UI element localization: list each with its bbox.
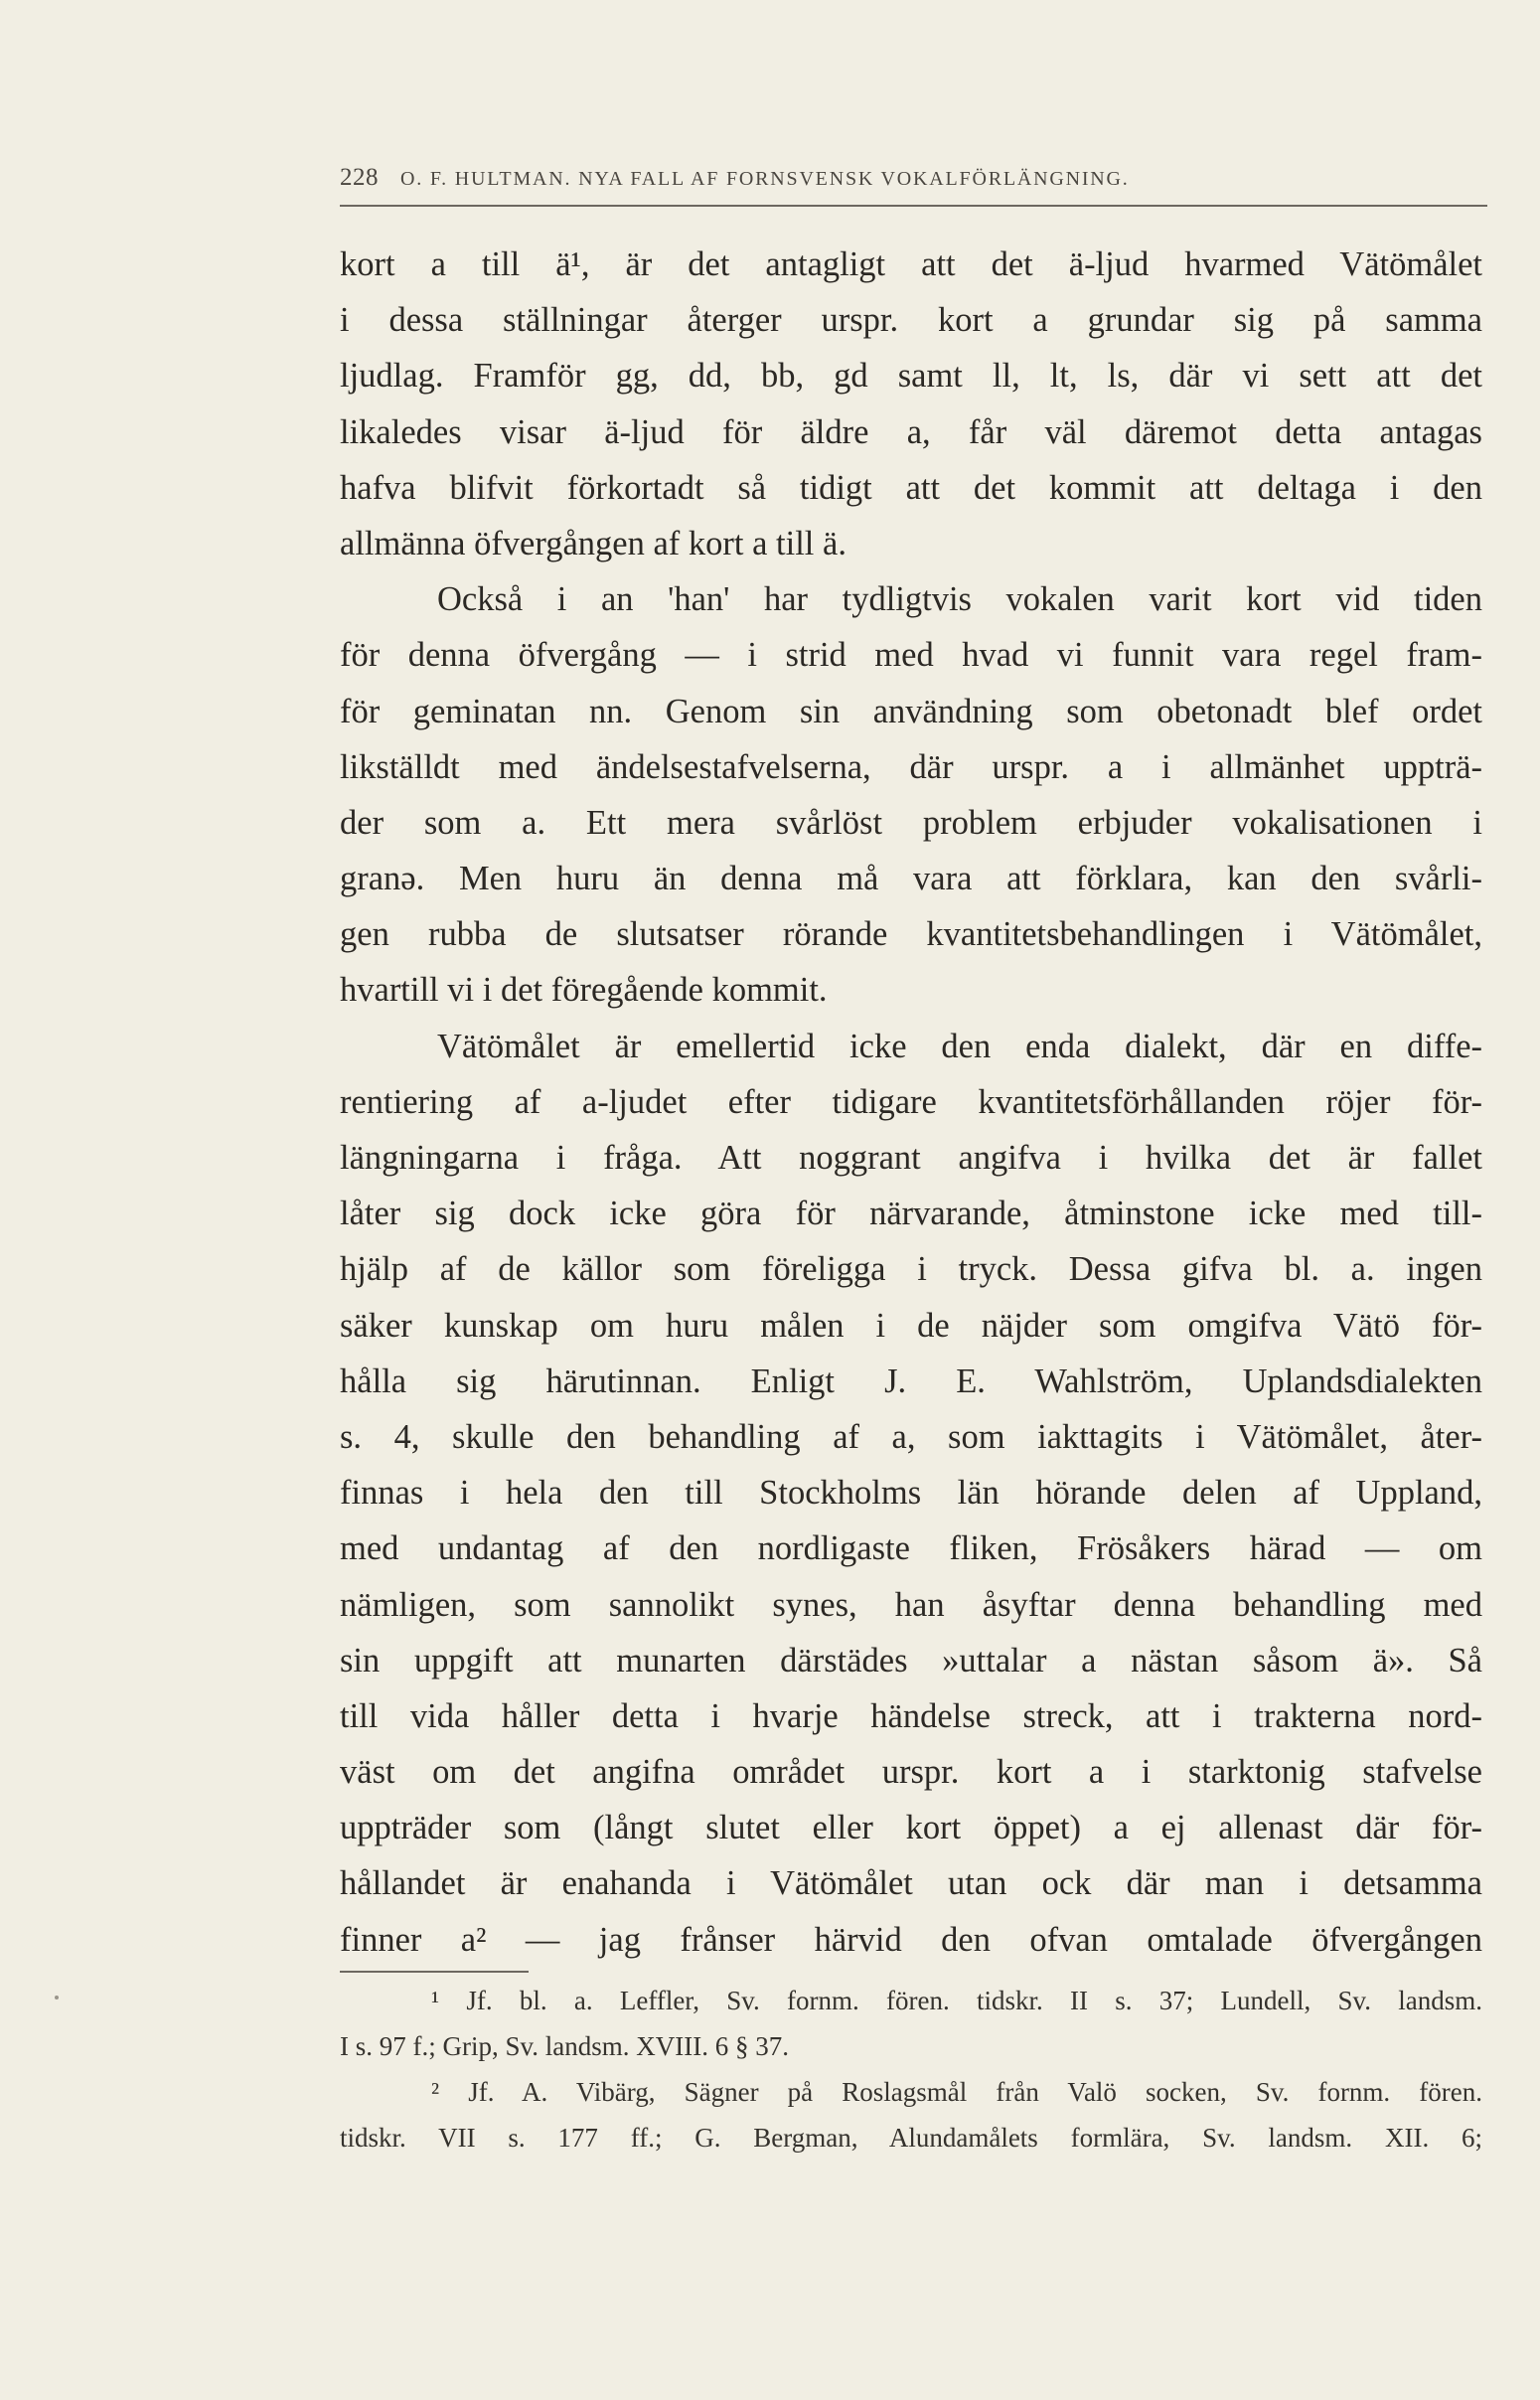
running-header [340, 164, 1487, 200]
text-line: hålla sig härutinnan. Enligt J. E. Wahlström, Uplandsdialekten [340, 1361, 1482, 1400]
text-line: låter sig dock icke göra för närvarande, åtminstone icke med till- [340, 1195, 1482, 1233]
text-line: rentiering af a-ljudet efter tidigare kvantitetsförhållanden röjer för- [340, 1082, 1482, 1121]
footnotes [340, 1978, 1482, 2160]
text-line: kort a till ä¹, är det antagligt att det ä-ljud hvarmed Vätömålet [340, 245, 1482, 283]
text-line: längningarna i fråga. Att noggrant angifva i hvilka det är fallet [340, 1139, 1482, 1177]
text-line: för geminatan nn. Genom sin användning som obetonadt blef ordet [340, 692, 1482, 730]
text-line: s. 4, skulle den behandling af a, som iakttagits i Vätömålet, åter- [340, 1417, 1482, 1456]
text-line: uppträder som (långt slutet eller kort öppet) a ej allenast där för- [340, 1809, 1482, 1847]
footnote-rule [340, 1971, 529, 1973]
text-line: Vätömålet är emellertid icke den enda dialekt, där en diffe- [437, 1027, 1482, 1065]
text-line: allmänna öfvergången af kort a till ä. [340, 524, 847, 562]
text-line: till vida håller detta i hvarje händelse streck, att i trakterna nord- [340, 1696, 1482, 1735]
text-line: nämligen, som sannolikt synes, han åsyftar denna behandling med [340, 1585, 1482, 1624]
paper-speck [55, 1996, 59, 2000]
text-line: med undantag af den nordligaste fliken, Frösåkers härad — om [340, 1529, 1482, 1568]
text-line: hållandet är enahanda i Vätömålet utan ock där man i detsamma [340, 1864, 1482, 1903]
text-line: hjälp af de källor som föreligga i tryck. Dessa gifva bl. a. ingen [340, 1250, 1482, 1289]
text-line: finnas i hela den till Stockholms län hörande delen af Uppland, [340, 1474, 1482, 1513]
text-line: gen rubba de slutsatser rörande kvantitetsbehandlingen i Vätömålet, [340, 915, 1482, 954]
footnote-line: ² Jf. A. Vibärg, Sägner på Roslagsmål från Valö socken, Sv. fornm. fören. [431, 2077, 1482, 2107]
text-line: likställdt med ändelsestafvelserna, där urspr. a i allmänhet uppträ- [340, 747, 1482, 786]
footnote-line: tidskr. VII s. 177 ff.; G. Bergman, Alundamålets formlära, Sv. landsm. XII. 6; [340, 2123, 1482, 2153]
footnote-line: ¹ Jf. bl. a. Leffler, Sv. fornm. fören. tidskr. II s. 37; Lundell, Sv. landsm. [431, 1986, 1482, 2015]
text-line: granə. Men huru än denna må vara att förklara, kan den svårli- [340, 860, 1482, 898]
footnote-line: I s. 97 f.; Grip, Sv. landsm. XVIII. 6 § 37. [340, 2031, 789, 2061]
text-line: för denna öfvergång — i strid med hvad vi funnit vara regel fram- [340, 636, 1482, 675]
text-line: finner a² — jag frånser härvid den ofvan omtalade öfvergången [340, 1920, 1482, 1959]
page-number: 228 [340, 164, 379, 191]
body-text [340, 237, 1482, 1968]
text-line: Också i an 'han' har tydligtvis vokalen varit kort vid tiden [437, 580, 1482, 619]
text-line: ljudlag. Framför gg, dd, bb, gd samt ll, lt, ls, där vi sett att det [340, 357, 1482, 396]
text-line: i dessa ställningar återger urspr. kort a grundar sig på samma [340, 301, 1482, 340]
text-line: der som a. Ett mera svårlöst problem erbjuder vokalisationen i [340, 803, 1482, 842]
header-rule [340, 205, 1487, 207]
text-line: väst om det angifna området urspr. kort a i starktonig stafvelse [340, 1753, 1482, 1792]
text-line: likaledes visar ä-ljud för äldre a, får väl däremot detta antagas [340, 412, 1482, 451]
running-title: O. F. HULTMAN. NYA FALL AF FORNSVENSK VOKALFÖRLÄNGNING. [400, 168, 1130, 190]
text-line: hvartill vi i det föregående kommit. [340, 971, 828, 1010]
text-line: sin uppgift att munarten därstädes »uttalar a nästan såsom ä». Så [340, 1641, 1482, 1680]
text-line: säker kunskap om huru målen i de näjder som omgifva Vätö för- [340, 1306, 1482, 1345]
text-line: hafva blifvit förkortadt så tidigt att det kommit att deltaga i den [340, 468, 1482, 507]
